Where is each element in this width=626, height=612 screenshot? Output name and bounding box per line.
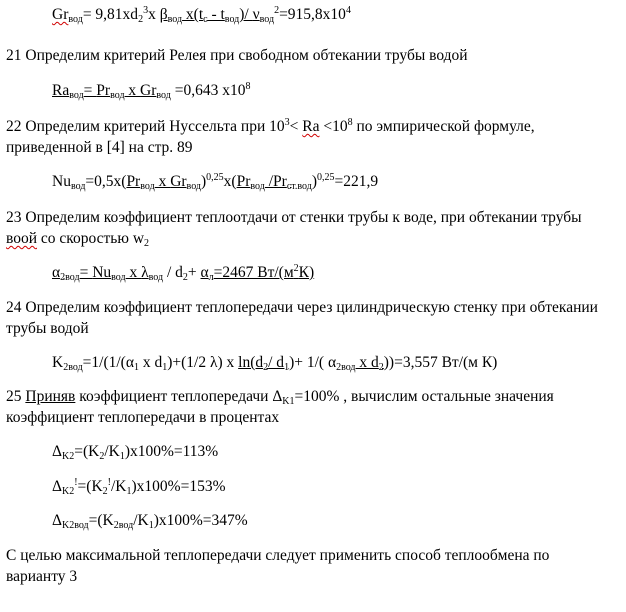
paragraph-25-line2: коэффициент теплопередачи в процентах <box>6 409 280 426</box>
formula-delta-k2vod: $\Delta_{K2вод}=(K_{2вод}/K_1)x100\%=347\%$ <box>52 512 248 531</box>
paragraph-24-line2: трубы водой <box>6 320 89 337</box>
paragraph-23-line1: 23 Определим коэффициент теплоотдачи от стенки трубы к воде, при обтекании трубы <box>6 209 582 226</box>
conclusion-line2: варианту 3 <box>6 568 78 585</box>
formula-delta-k2: $\Delta_{K2}=(K_2/K_1)x100\%=113\%$ <box>52 443 219 462</box>
paragraph-24-line1: 24 Определим коэффициент теплопередачи через цилиндрическую стенку при обтекании <box>6 299 598 316</box>
formula-rayleigh: $Ra_{вод}= Pr_{вод}$ x $Gr_{вод} =0,643$ $x10^8$ <box>52 81 251 101</box>
paragraph-22-line1: 22 Определим критерий Нуссельта при $10^3< Ra <10^8$ по эмпирической формуле, <box>6 117 535 135</box>
paragraph-21: 21 Определим критерий Релея при свободном обтекании трубы водой <box>6 47 468 64</box>
formula-nusselt: $Nu_{вод}=0,5x(Pr_{вод}$ x $Gr_{вод})^{0,25}x(Pr_{вод}$ $/Pr_{ст.вод})^{0,25}=221,9$ <box>52 172 379 192</box>
formula-heat-transfer: $K_{2вод}=1/(1/(\alpha_1$ x $d_1)+(1/2$ λ) x $\ln(d_2/$ $d_1)+ 1/$( $\alpha_{2вод}$ x $d_2))=3,557$ Вт/(м К) <box>52 354 498 373</box>
formula-grashof: $Gr_{вод}= 9,81xd_2^3x$ $\beta_{вод}$ $x(t_с - t_{вод})/$ $\nu_{вод}^2=915,8x10^4$ <box>52 5 351 25</box>
formula-alpha: $\alpha_{2вод}= Nu_{вод}$ x $\lambda_{вод} / d_2+ \alpha_л=2467$ $Вт/(м^2К)$ <box>52 263 315 283</box>
formula-delta-k2-prime: $\Delta_{K2}^!=(K_2^!/K_1)x100\%=153\%$ <box>52 477 226 497</box>
paragraph-25-line1: 25 Приняв коэффициент теплопередачи $\Delta_{K1}=100\%$ , вычислим остальные значения <box>6 388 554 407</box>
conclusion-line1: С целью максимальной теплопередачи следует применить способ теплообмена по <box>6 547 550 564</box>
paragraph-22-line2: приведенной в [4] на стр. 89 <box>6 139 193 156</box>
paragraph-23-line2: воой со скоростью $w_2$ <box>6 230 150 249</box>
